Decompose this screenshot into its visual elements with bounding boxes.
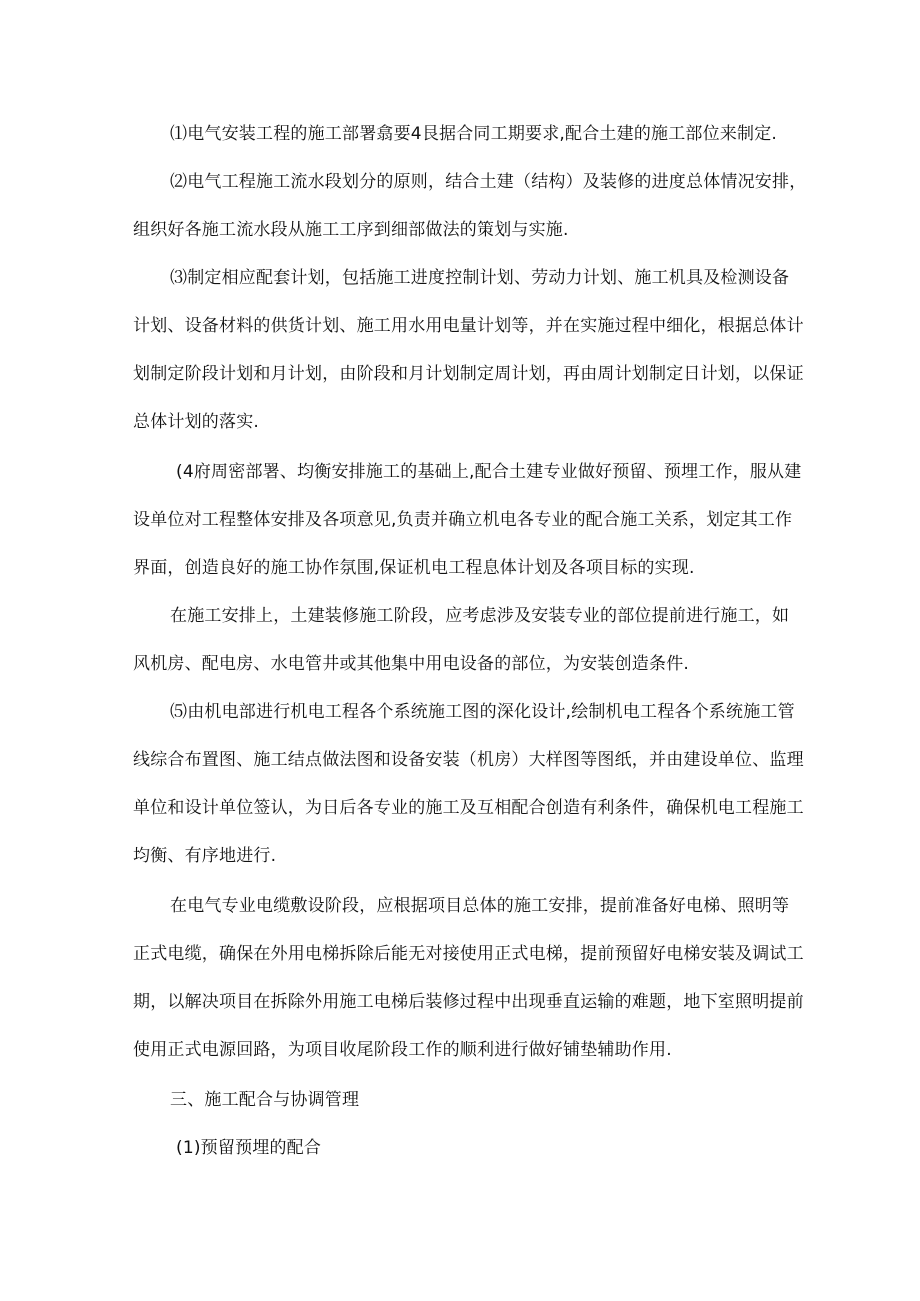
paragraph-4-line-2: 设单位对工程整体安排及各项意见,负责并确立机电各专业的配合施工关系，划定其工作: [133, 510, 793, 530]
paragraph-3-line-3: 划制定阶段计划和月计划，由阶段和月计划制定周计划，再由周计划制定日计划，以保证: [133, 364, 804, 384]
paragraph-3-line-4: 总体计划的落实.: [133, 412, 260, 432]
paragraph-4-line-3: 界面，创造良好的施工协作氛围,保证机电工程息体计划及各项目标的实现.: [133, 558, 695, 578]
paragraph-3-line-1: ⑶制定相应配套计划，包括施工进度控制计划、劳动力计划、施工机具及检测设备: [170, 268, 790, 288]
paragraph-7-line-2: 正式电缆，确保在外用电梯拆除后能无对接使用正式电梯，提前预留好电梯安装及调试工: [133, 944, 804, 964]
paragraph-7-line-4: 使用正式电源回路，为项目收尾阶段工作的顺利进行做好铺垫辅助作用.: [133, 1040, 672, 1060]
paragraph-2-line-1: ⑵电气工程施工流水段划分的原则，结合土建（结构）及装修的进度总体情况安排，: [170, 172, 807, 192]
subsection-heading: (1)预留预埋的配合: [176, 1138, 322, 1158]
paragraph-7-line-1: 在电气专业电缆敷设阶段，应根据项目总体的施工安排，提前准备好电梯、照明等: [170, 896, 790, 916]
paragraph-3-line-2: 计划、设备材料的供货计划、施工用水用电量计划等，并在实施过程中细化，根据总体计: [133, 316, 804, 336]
paragraph-1-line-1: ⑴电气安装工程的施工部署翕要4艮据合同工期要求,配合土建的施工部位来制定.: [170, 124, 778, 144]
paragraph-6-line-3: 单位和设计单位签认，为日后各专业的施工及互相配合创造有利条件，确保机电工程施工: [133, 798, 804, 818]
paragraph-2-line-2: 组织好各施工流水段从施工工序到细部做法的策划与实施.: [133, 220, 569, 240]
paragraph-6-line-4: 均衡、有序地进行.: [133, 846, 277, 866]
paragraph-5-line-2: 风机房、配电房、水电管井或其他集中用电设备的部位，为安装创造条件.: [133, 654, 690, 674]
paragraph-5-line-1: 在施工安排上，土建装修施工阶段，应考虑涉及安装专业的部位提前进行施工，如: [170, 606, 790, 626]
paragraph-6-line-1: ⑸由机电部进行机电工程各个系统施工图的深化设计,绘制机电工程各个系统施工管: [170, 702, 795, 722]
section-heading: 三、施工配合与协调管理: [170, 1090, 360, 1110]
paragraph-4-line-1: (4府周密部署、均衡安排施工的基础上,配合土建专业做好预留、预埋工作，服从建: [176, 462, 802, 482]
paragraph-7-line-3: 期，以解决项目在拆除外用施工电梯后装修过程中出现垂直运输的难题，地下室照明提前: [133, 992, 804, 1012]
paragraph-6-line-2: 线综合布置图、施工结点做法图和设备安装（机房）大样图等图纸，并由建设单位、监理: [133, 750, 804, 770]
